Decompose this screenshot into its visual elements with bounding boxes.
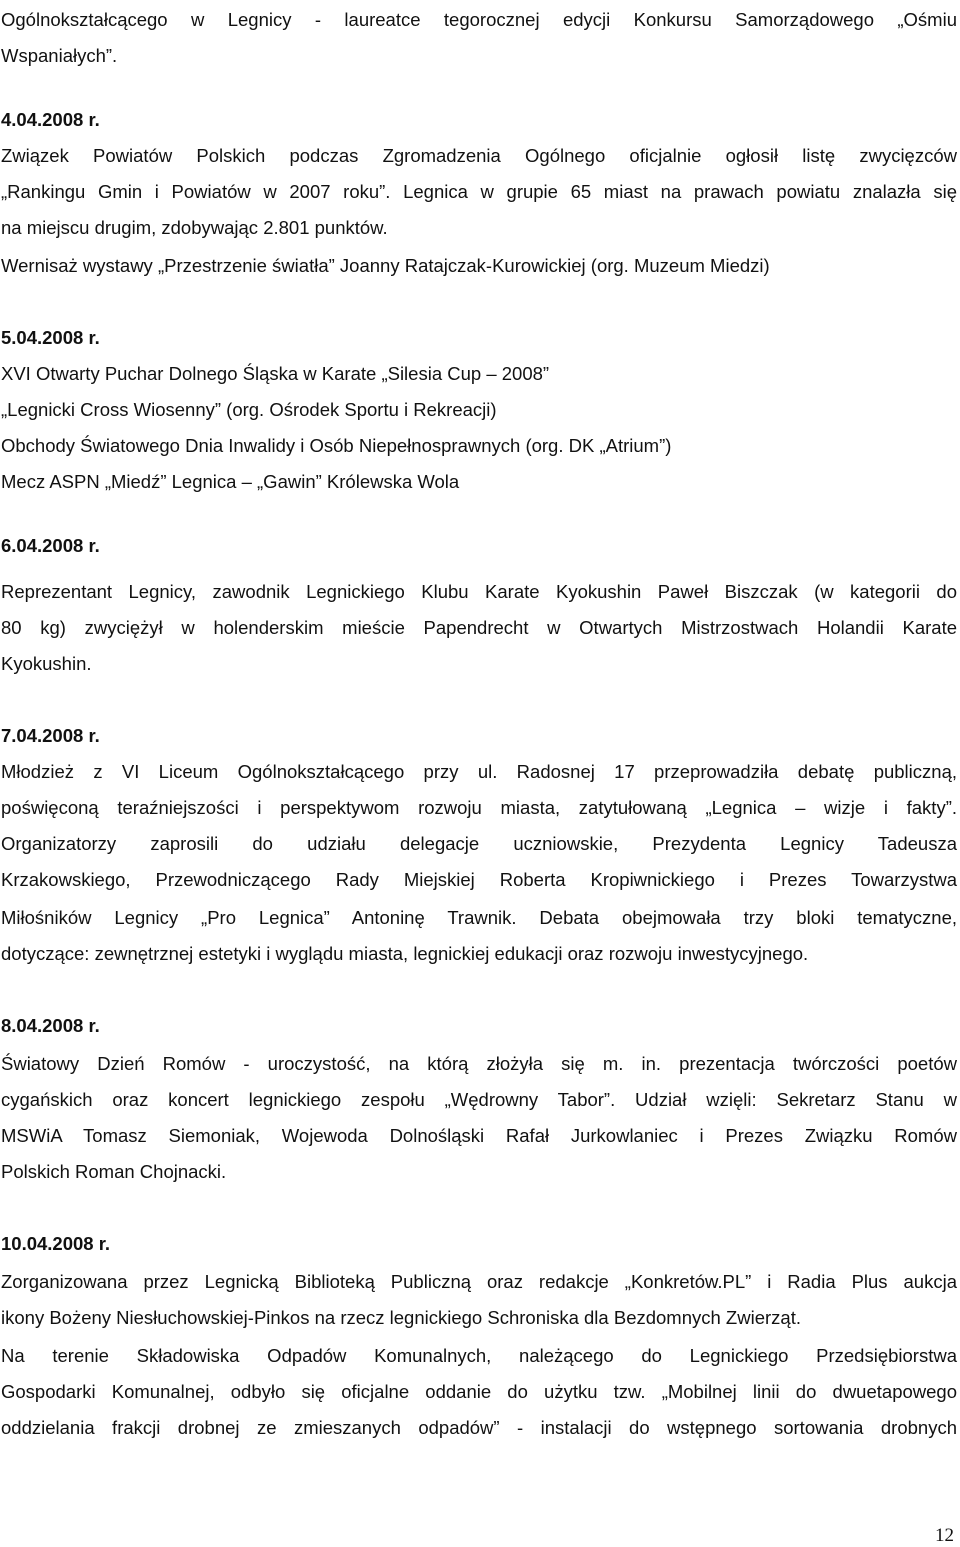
- text-line: Reprezentant Legnicy, zawodnik Legnickiego Klubu Karate Kyokushin Paweł Biszczak (w kategorii do: [1, 581, 957, 602]
- text-line: Związek Powiatów Polskich podczas Zgromadzenia Ogólnego oficjalnie ogłosił listę zwycięzców: [1, 145, 957, 166]
- date-heading: 7.04.2008 r.: [1, 725, 100, 746]
- text-line: na miejscu drugim, zdobywając 2.801 punktów.: [1, 217, 388, 238]
- text-line: Miłośników Legnicy „Pro Legnica” Antoninę Trawnik. Debata obejmowała trzy bloki tematyczne,: [1, 907, 957, 928]
- text-line: MSWiA Tomasz Siemoniak, Wojewoda Dolnośląski Rafał Jurkowlaniec i Prezes Związku Romów: [1, 1125, 957, 1146]
- text-line: Gospodarki Komunalnej, odbyło się oficjalne oddanie do użytku tzw. „Mobilnej linii do dwuetapowego: [1, 1381, 957, 1402]
- text-line: dotyczące: zewnętrznej estetyki i wyglądu miasta, legnickiej edukacji oraz rozwoju inwestycyjnego.: [1, 943, 809, 964]
- text-line: Zorganizowana przez Legnicką Biblioteką Publiczną oraz redakcje „Konkretów.PL” i Radia Plus aukcja: [1, 1271, 957, 1292]
- date-heading: 4.04.2008 r.: [1, 109, 100, 130]
- text-line: Organizatorzy zaprosili do udziału delegacje uczniowskie, Prezydenta Legnicy Tadeusza: [1, 833, 957, 854]
- page-number: 12: [935, 1525, 954, 1546]
- text-line: 80 kg) zwyciężył w holenderskim mieście Papendrecht w Otwartych Mistrzostwach Holandii Karate: [1, 617, 957, 638]
- text-line: cygańskich oraz koncert legnickiego zespołu „Wędrowny Tabor”. Udział wzięli: Sekretarz Stanu w: [1, 1089, 957, 1110]
- text-line: ikony Bożeny Niesłuchowskiej-Pinkos na rzecz legnickiego Schroniska dla Bezdomnych Zwierząt.: [1, 1307, 801, 1328]
- text-line: „Rankingu Gmin i Powiatów w 2007 roku”. Legnica w grupie 65 miast na prawach powiatu znalazła się: [1, 181, 957, 202]
- text-line: Kyokushin.: [1, 653, 92, 674]
- text-line: Ogólnokształcącego w Legnicy - laureatce tegorocznej edycji Konkursu Samorządowego „Ośmiu: [1, 9, 957, 30]
- text-line: poświęconą teraźniejszości i perspektywom rozwoju miasta, zatytułowaną „Legnica – wizje i fakty”.: [1, 797, 957, 818]
- text-line: Krzakowskiego, Przewodniczącego Rady Miejskiej Roberta Kropiwnickiego i Prezes Towarzystwa: [1, 869, 957, 890]
- text-line: „Legnicki Cross Wiosenny” (org. Ośrodek Sportu i Rekreacji): [1, 399, 497, 420]
- text-line: Mecz ASPN „Miedź” Legnica – „Gawin” Królewska Wola: [1, 471, 460, 492]
- date-heading: 5.04.2008 r.: [1, 327, 100, 348]
- text-line: Na terenie Składowiska Odpadów Komunalnych, należącego do Legnickiego Przedsiębiorstwa: [1, 1345, 957, 1366]
- text-line: Światowy Dzień Romów - uroczystość, na którą złożyła się m. in. prezentacja twórczości poetów: [1, 1053, 957, 1074]
- text-line: Polskich Roman Chojnacki.: [1, 1161, 227, 1182]
- date-heading: 8.04.2008 r.: [1, 1015, 100, 1036]
- text-line: Wernisaż wystawy „Przestrzenie światła” Joanny Ratajczak-Kurowickiej (org. Muzeum Miedzi): [1, 255, 770, 276]
- text-line: Wspaniałych”.: [1, 45, 118, 66]
- date-heading: 10.04.2008 r.: [1, 1233, 111, 1254]
- text-line: oddzielania frakcji drobnej ze zmieszanych odpadów” - instalacji do wstępnego sortowania drobnych: [1, 1417, 957, 1438]
- text-line: Obchody Światowego Dnia Inwalidy i Osób Niepełnosprawnych (org. DK „Atrium”): [1, 435, 672, 456]
- date-heading: 6.04.2008 r.: [1, 535, 100, 556]
- text-line: Młodzież z VI Liceum Ogólnokształcącego przy ul. Radosnej 17 przeprowadziła debatę publiczną,: [1, 761, 957, 782]
- text-line: XVI Otwarty Puchar Dolnego Śląska w Karate „Silesia Cup – 2008”: [1, 363, 550, 384]
